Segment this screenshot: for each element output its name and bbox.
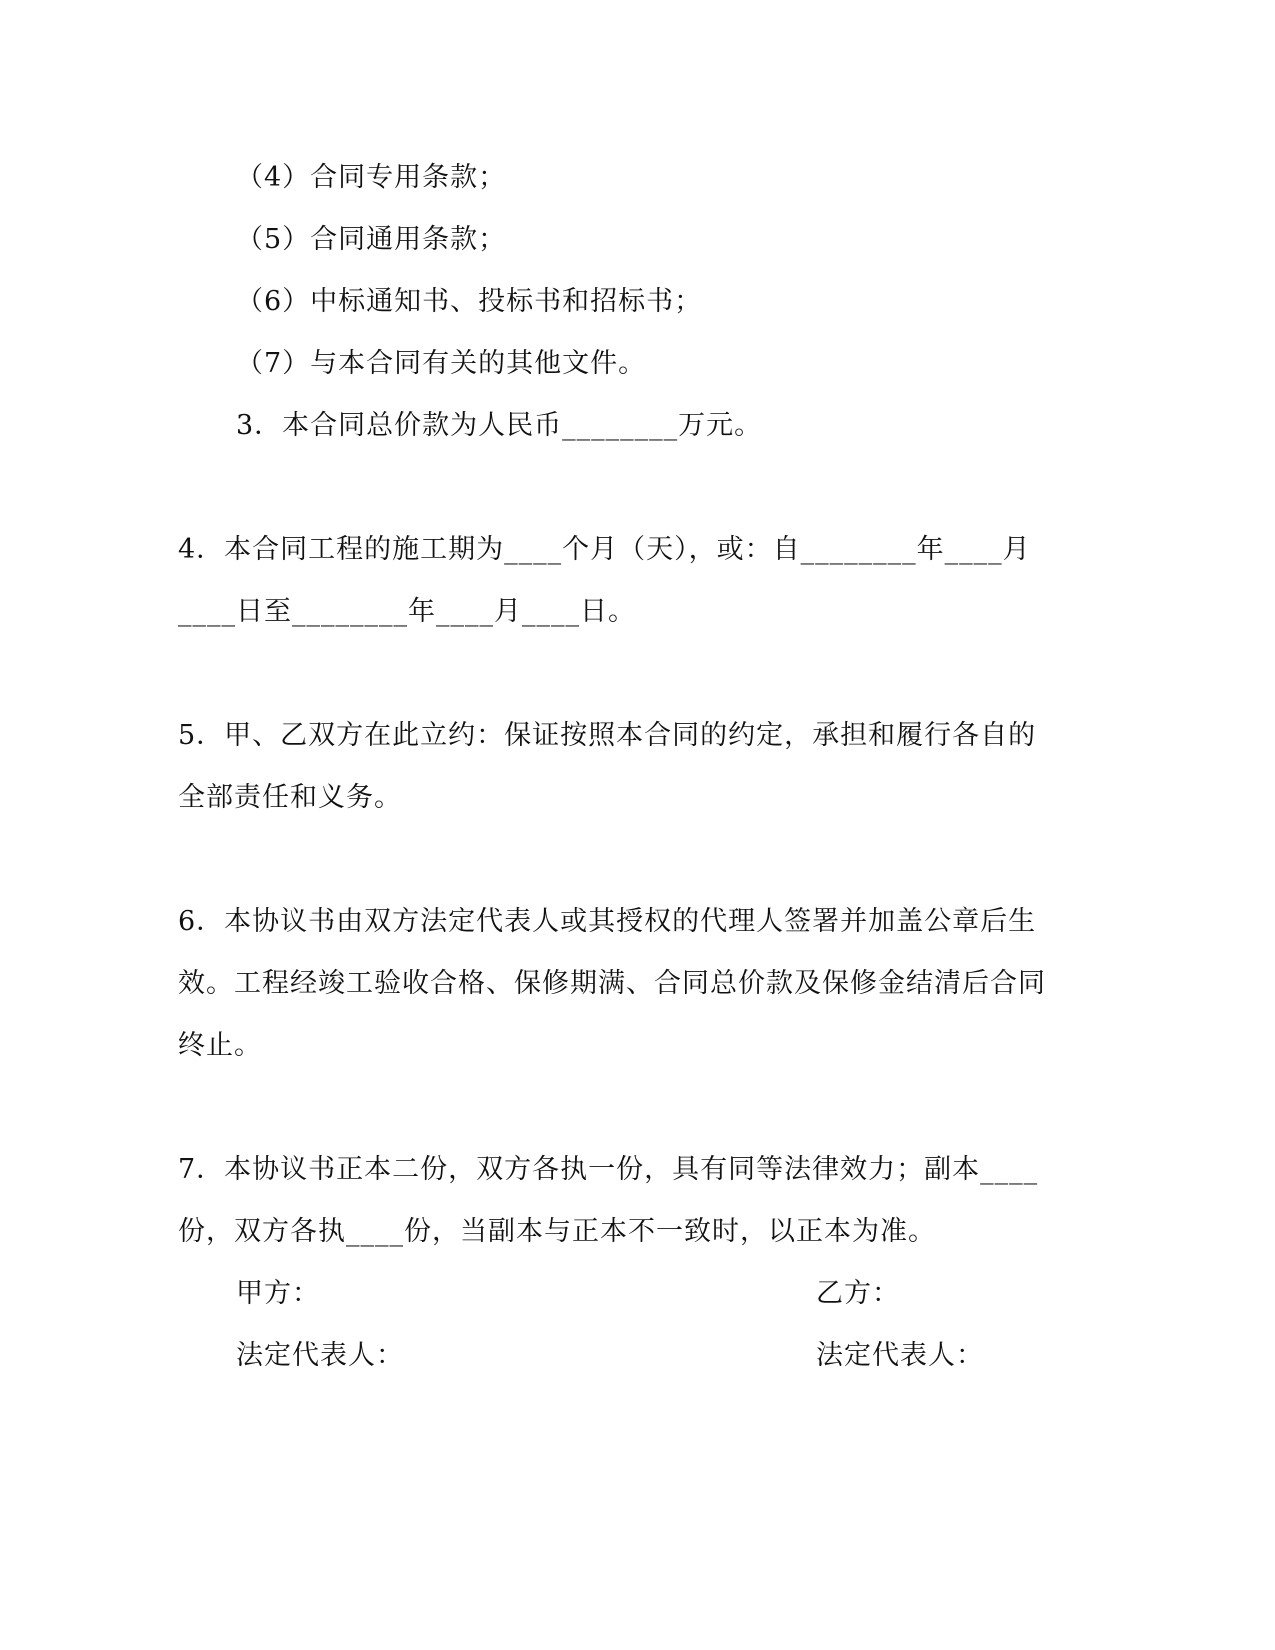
- list-item-5: （5）合同通用条款；: [236, 224, 507, 255]
- clause-5-line-2: 全部责任和义务。: [178, 782, 402, 813]
- clause-7-line-1: 7．本协议书正本二份，双方各执一份，具有同等法律效力；副本____: [178, 1154, 1039, 1185]
- clause-4-line-2: ____日至________年____月____日。: [178, 596, 636, 627]
- clause-6-line-3: 终止。: [178, 1030, 262, 1061]
- party-a-label: 甲方：: [236, 1278, 320, 1309]
- clause-4-line-1: 4．本合同工程的施工期为____个月（天），或：自________年____月: [178, 534, 1031, 565]
- list-item-6: （6）中标通知书、投标书和招标书；: [236, 286, 703, 317]
- list-item-4: （4）合同专用条款；: [236, 162, 507, 193]
- party-b-label: 乙方：: [816, 1278, 900, 1309]
- party-a-representative-label: 法定代表人：: [236, 1340, 404, 1371]
- clause-5-line-1: 5．甲、乙双方在此立约：保证按照本合同的约定，承担和履行各自的: [178, 720, 1037, 751]
- clause-6-line-2: 效。工程经竣工验收合格、保修期满、合同总价款及保修金结清后合同: [178, 968, 1046, 999]
- clause-7-line-2: 份，双方各执____份，当副本与正本不一致时，以正本为准。: [178, 1216, 936, 1247]
- party-b-representative-label: 法定代表人：: [816, 1340, 984, 1371]
- clause-6-line-1: 6．本协议书由双方法定代表人或其授权的代理人签署并加盖公章后生: [178, 906, 1037, 937]
- clause-3: 3．本合同总价款为人民币________万元。: [236, 410, 763, 441]
- list-item-7: （7）与本合同有关的其他文件。: [236, 348, 647, 379]
